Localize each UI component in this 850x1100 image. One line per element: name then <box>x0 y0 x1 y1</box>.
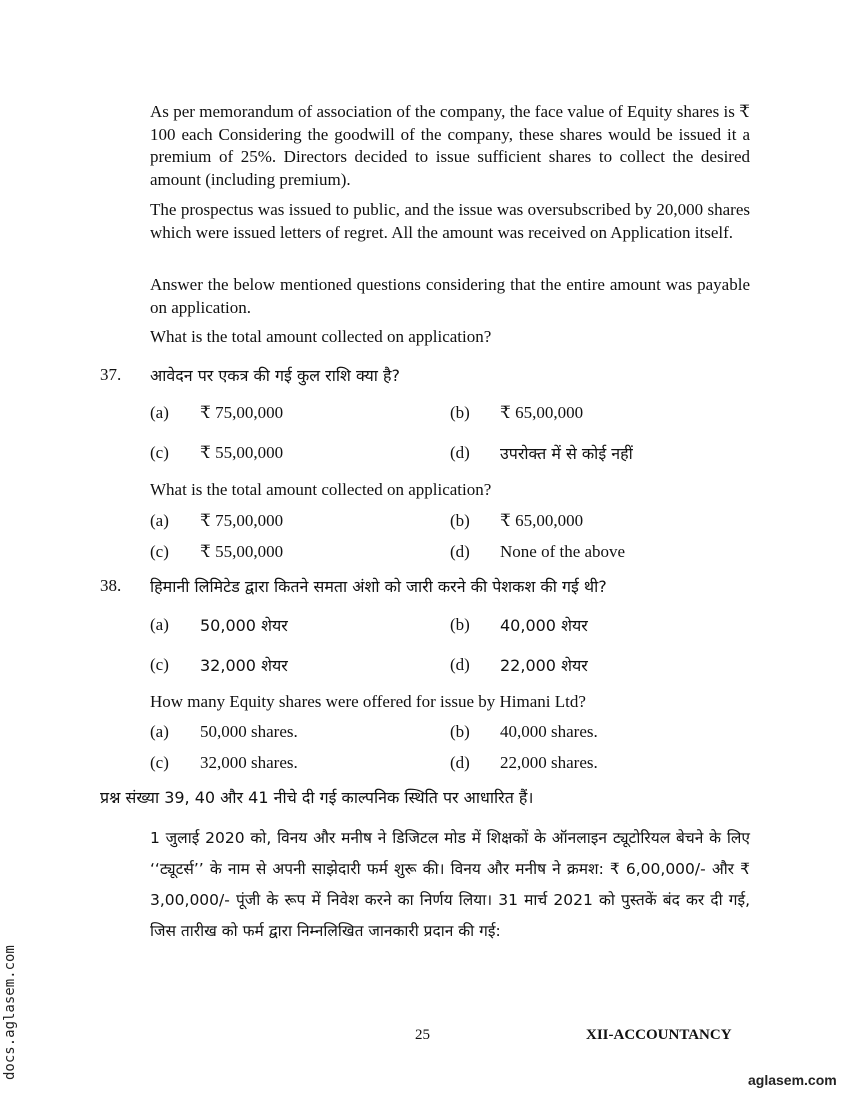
option-label: (b) <box>450 511 470 530</box>
option-text: उपरोक्त में से कोई नहीं <box>500 444 633 463</box>
option-text: 50,000 शेयर <box>200 616 288 635</box>
subject-label: XII-ACCOUNTANCY <box>586 1027 732 1043</box>
option-text: 40,000 shares. <box>500 722 598 741</box>
option-label: (c) <box>150 542 169 561</box>
page-number: 25 <box>415 1027 430 1043</box>
question-text-english: How many Equity shares were offered for issue by Himani Ltd? <box>150 692 586 711</box>
question-text-english: What is the total amount collected on application? <box>150 480 492 499</box>
option-text: 40,000 शेयर <box>500 616 588 635</box>
case-paragraph: 1 जुलाई 2020 को, विनय और मनीष ने डिजिटल मोड में शिक्षकों के ऑनलाइन ट्यूटोरियल बेचने के लिए ‘‘ट्यूटर्स’’ के नाम से अपनी साझेदारी फर्म शुरू की। विनय और मनीष ने क्रमश: ₹ 6,00,000/- और ₹ 3,00,000/- पूंजी के रूप में निवेश करने का निर्णय लिया। 31 मार्च 2021 को पुस्तकें बंद कर दी गई, जिस तारीख को फर्म द्वारा निम्नलिखित जानकारी प्रदान की गई: <box>150 829 750 940</box>
option-text: 22,000 शेयर <box>500 656 588 675</box>
option-text: ₹ 75,00,000 <box>200 511 284 530</box>
option-label: (d) <box>450 542 470 561</box>
option-label: (a) <box>150 511 169 530</box>
option-text: ₹ 65,00,000 <box>500 511 584 530</box>
intro-paragraph-3: Answer the below mentioned questions considering that the entire amount was payable on application. <box>150 275 750 317</box>
intro-paragraph-4: What is the total amount collected on application? <box>150 327 492 346</box>
option-text: 32,000 शेयर <box>200 656 288 675</box>
option-label: (c) <box>150 443 169 462</box>
option-text: 32,000 shares. <box>200 753 298 772</box>
question-text-hindi: आवेदन पर एकत्र की गई कुल राशि क्या है? <box>150 366 401 385</box>
question-text-hindi: हिमानी लिमिटेड द्वारा कितने समता अंशो को जारी करने की पेशकश की गई थी? <box>150 577 607 596</box>
question-number: 38. <box>100 576 122 595</box>
option-label: (b) <box>450 615 470 634</box>
option-label: (b) <box>450 403 470 422</box>
intro-paragraph-1: As per memorandum of association of the company, the face value of Equity shares is ₹ 100 each Considering the goodwill of the company, these shares would be issued it a premium of 25%. Directors decided to issue sufficient shares to collect the desired amount (including premium). <box>150 102 750 189</box>
option-text: 22,000 shares. <box>500 753 598 772</box>
option-label: (d) <box>450 753 470 772</box>
option-label: (c) <box>150 655 169 674</box>
side-watermark: docs.aglasem.com <box>2 945 18 1080</box>
option-text: 50,000 shares. <box>200 722 298 741</box>
option-label: (d) <box>450 655 470 674</box>
option-text: ₹ 55,00,000 <box>200 443 284 462</box>
option-label: (c) <box>150 753 169 772</box>
option-label: (a) <box>150 615 169 634</box>
option-text: ₹ 55,00,000 <box>200 542 284 561</box>
option-label: (d) <box>450 443 470 462</box>
section-heading: प्रश्न संख्या 39, 40 और 41 नीचे दी गई काल्पनिक स्थिति पर आधारित हैं। <box>100 788 534 807</box>
brand-watermark: aglasem.com <box>748 1072 837 1088</box>
option-text: ₹ 65,00,000 <box>500 403 584 422</box>
option-text: None of the above <box>500 542 626 561</box>
option-label: (b) <box>450 722 470 741</box>
question-number: 37. <box>100 365 122 384</box>
option-label: (a) <box>150 403 169 422</box>
intro-paragraph-2: The prospectus was issued to public, and the issue was oversubscribed by 20,000 shares which were issued letters of regret. All the amount was received on Application itself. <box>150 200 750 242</box>
option-text: ₹ 75,00,000 <box>200 403 284 422</box>
option-label: (a) <box>150 722 169 741</box>
